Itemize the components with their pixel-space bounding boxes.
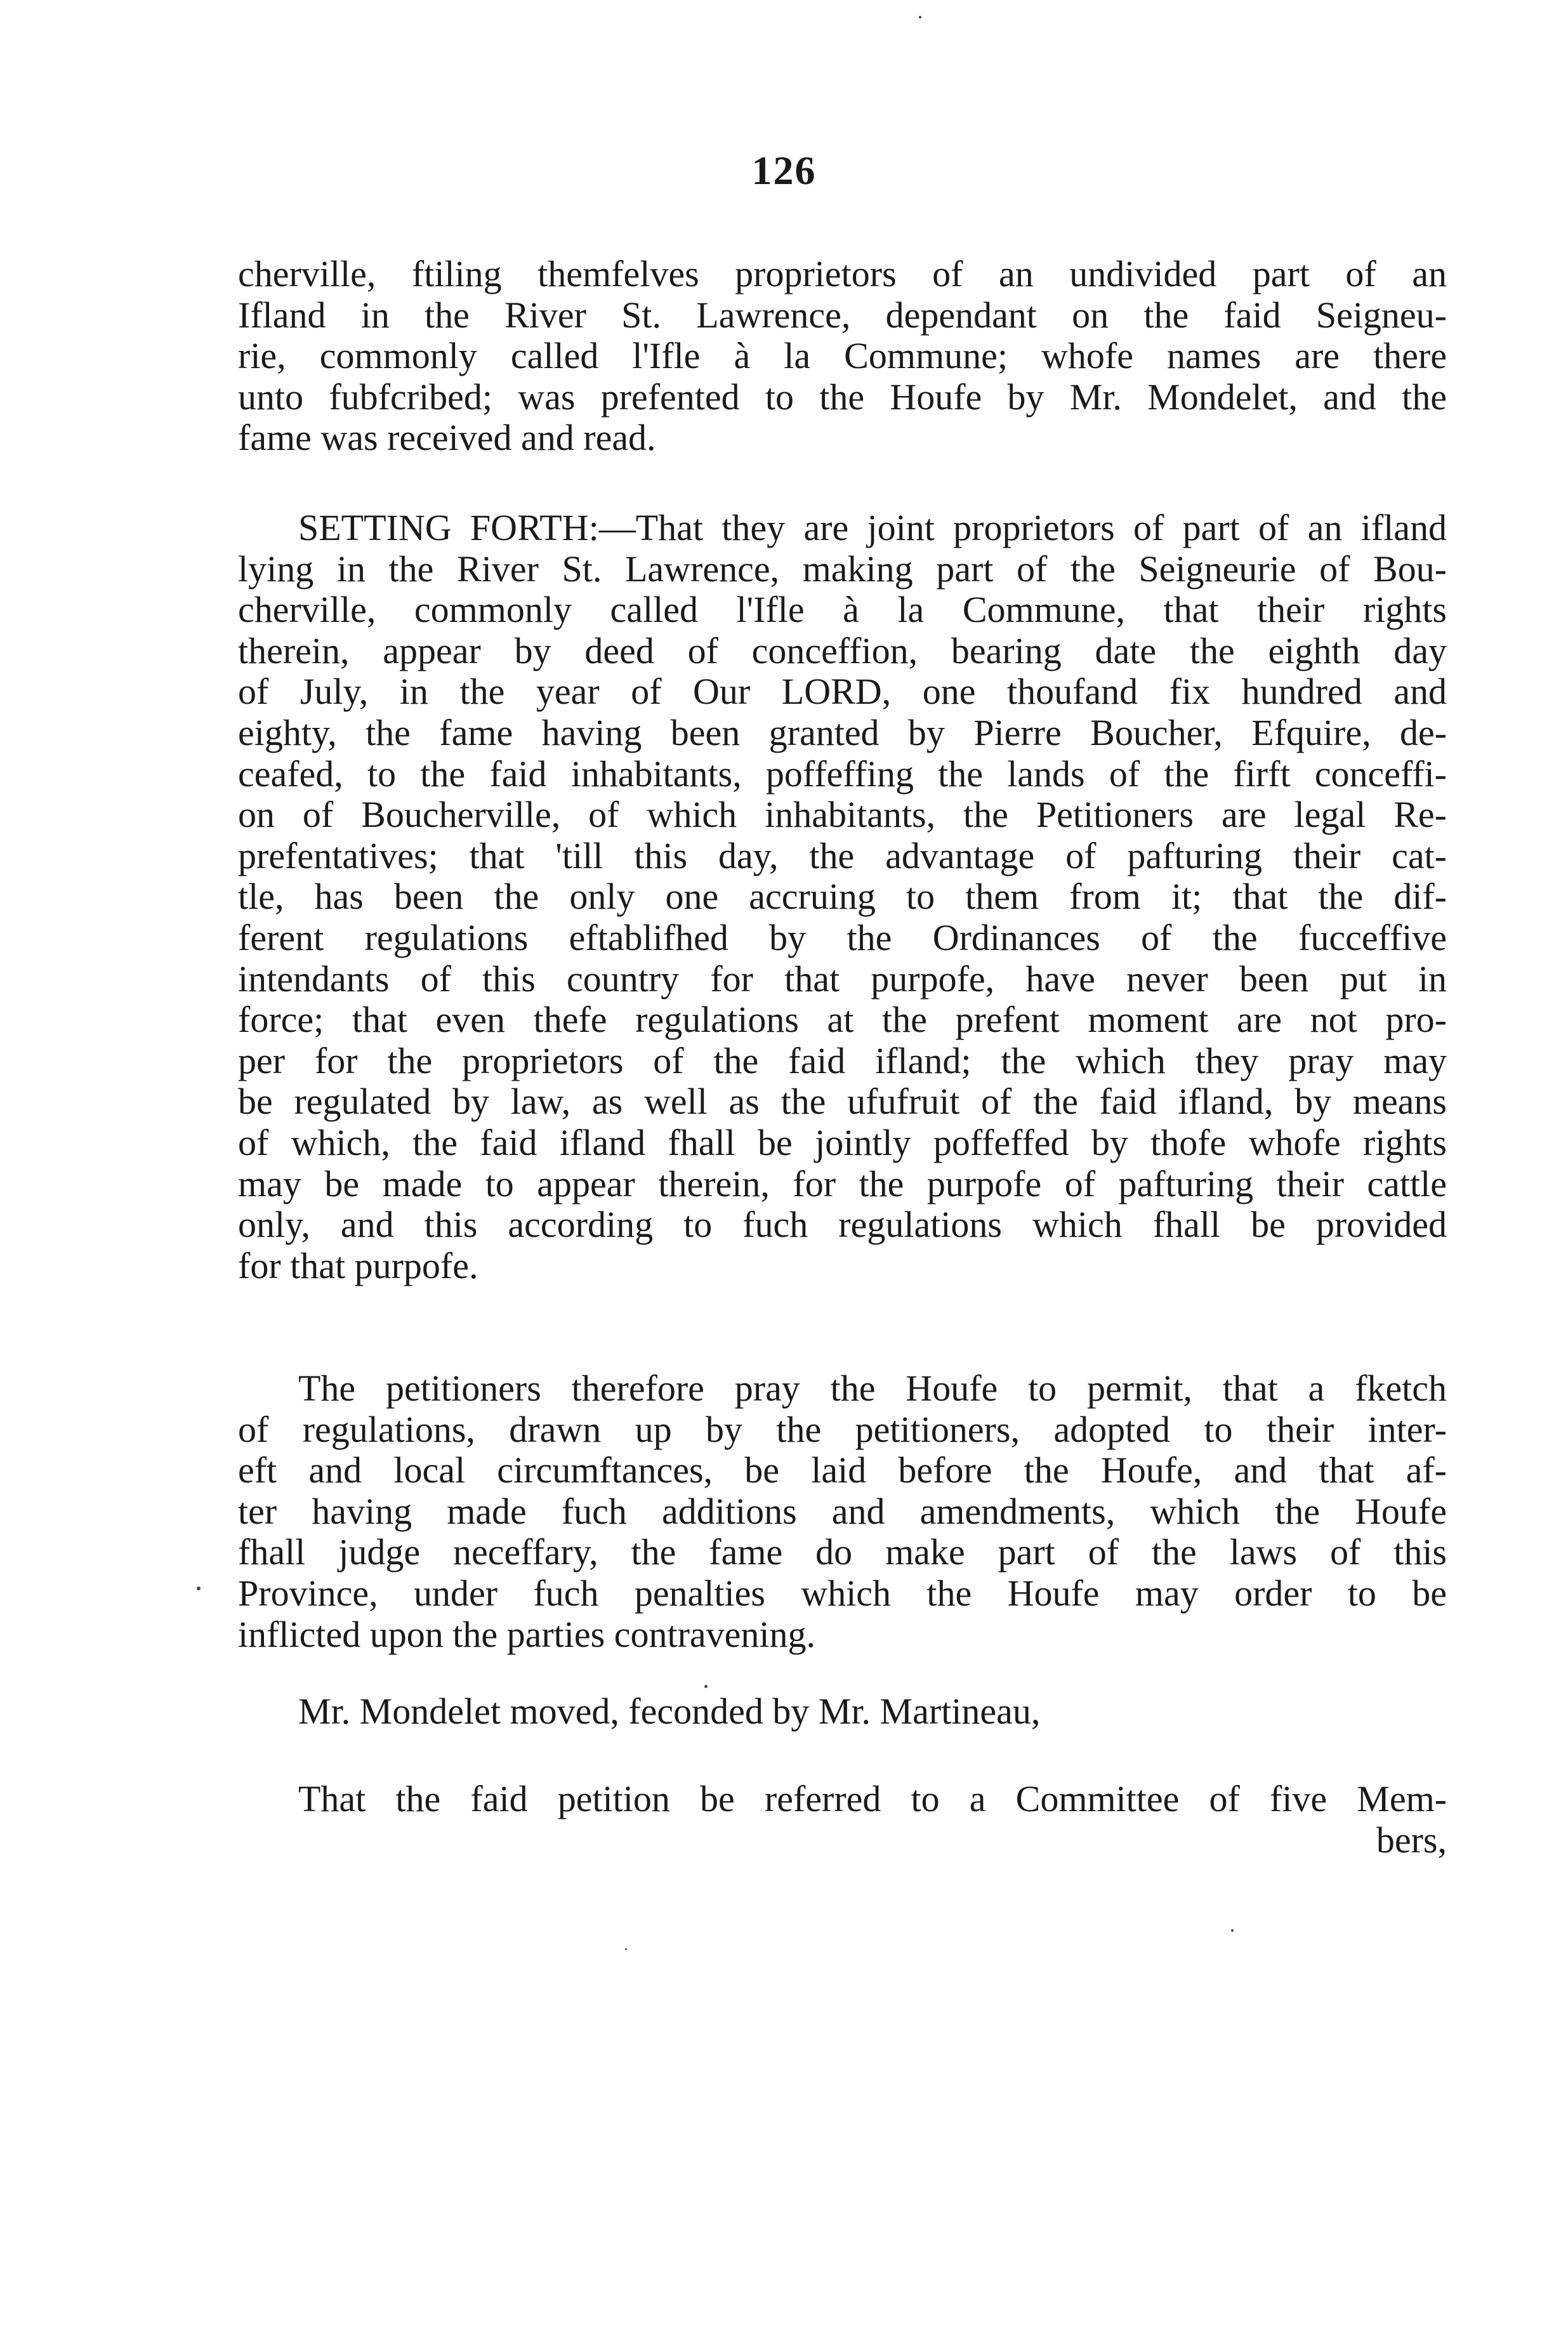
text-line: cherville, ftiling themfelves proprietors of an undivided part of an [238,253,1447,294]
text-line: rie, commonly called l'Ifle à la Commune; whofe names are there [238,335,1447,377]
text-line: therein, appear by deed of conceffion, bearing date the eighth day [238,630,1447,671]
page-number: 126 [751,148,817,193]
text-line: of July, in the year of Our LORD, one thoufand fix hundred and [238,671,1447,713]
text-line: ceafed, to the faid inhabitants, poffeffing the lands of the firft conceffi- [238,753,1447,795]
text-line: of regulations, drawn up by the petitioners, adopted to their inter- [238,1408,1447,1450]
text-line: fhall judge neceffary, the fame do make part of the laws of this [238,1531,1447,1573]
paragraph-referral [238,1779,1447,1861]
text-line: only, and this according to fuch regulations which fhall be provided [238,1204,1447,1246]
text-line: The petitioners therefore pray the Houfe to permit, that a fketch [298,1368,1447,1409]
text-line: inflicted upon the parties contravening. [238,1613,815,1655]
text-line: eft and local circumftances, be laid before the Houfe, and that af- [238,1449,1447,1491]
paragraph-petition-intro [238,254,1447,459]
text-line: ter having made fuch additions and amendments, which the Houfe [238,1490,1447,1532]
text-line: eighty, the fame having been granted by Pierre Boucher, Efquire, de- [238,711,1447,753]
scan-speck [1231,1929,1234,1932]
scan-speck [919,16,921,18]
scan-speck [197,1587,201,1590]
text-line: be regulated by law, as well as the ufufruit of the faid ifland, by means [238,1081,1447,1123]
paragraph-setting-forth [238,508,1447,1286]
text-line: may be made to appear therein, for the purpofe of pafturing their cattle [238,1163,1447,1204]
text-line: on of Boucherville, of which inhabitants, the Petitioners are legal Re- [238,794,1447,836]
text-line: fame was received and read. [238,417,656,459]
paragraph-prayer [238,1368,1447,1655]
text-line: unto fubfcribed; was prefented to the Houfe by Mr. Mondelet, and the [238,376,1447,418]
text-line: prefentatives; that 'till this day, the advantage of pafturing their cat- [238,835,1447,876]
text-line: force; that even thefe regulations at the prefent moment are not pro- [238,999,1447,1041]
text-line: cherville, commonly called l'Ifle à la Commune, that their rights [238,589,1447,631]
text-line: Mr. Mondelet moved, feconded by Mr. Martineau, [298,1691,1041,1732]
text-line: Ifland in the River St. Lawrence, dependant on the faid Seigneu- [238,294,1447,336]
text-line: per for the proprietors of the faid ifland; the which they pray may [238,1039,1447,1081]
text-line: tle, has been the only one accruing to them from it; that the dif- [238,876,1447,918]
scan-speck [625,1948,627,1950]
text-line: bers, [1376,1819,1447,1861]
text-line: lying in the River St. Lawrence, making part of the Seigneurie of Bou- [238,548,1447,590]
scan-speck [704,1685,708,1688]
paragraph-motion [238,1691,1447,1732]
text-line: intendants of this country for that purpofe, have never been put in [238,958,1447,1000]
text-line: of which, the faid ifland fhall be jointly poffeffed by thofe whofe rights [238,1121,1447,1163]
text-line: for that purpofe. [238,1244,478,1286]
text-line: SETTING FORTH:—That they are joint proprietors of part of an ifland [298,507,1447,548]
text-line: That the faid petition be referred to a Committee of five Mem- [298,1778,1447,1819]
text-line: Province, under fuch penalties which the Houfe may order to be [238,1572,1447,1614]
text-line: ferent regulations eftablifhed by the Ordinances of the fucceffive [238,916,1447,958]
